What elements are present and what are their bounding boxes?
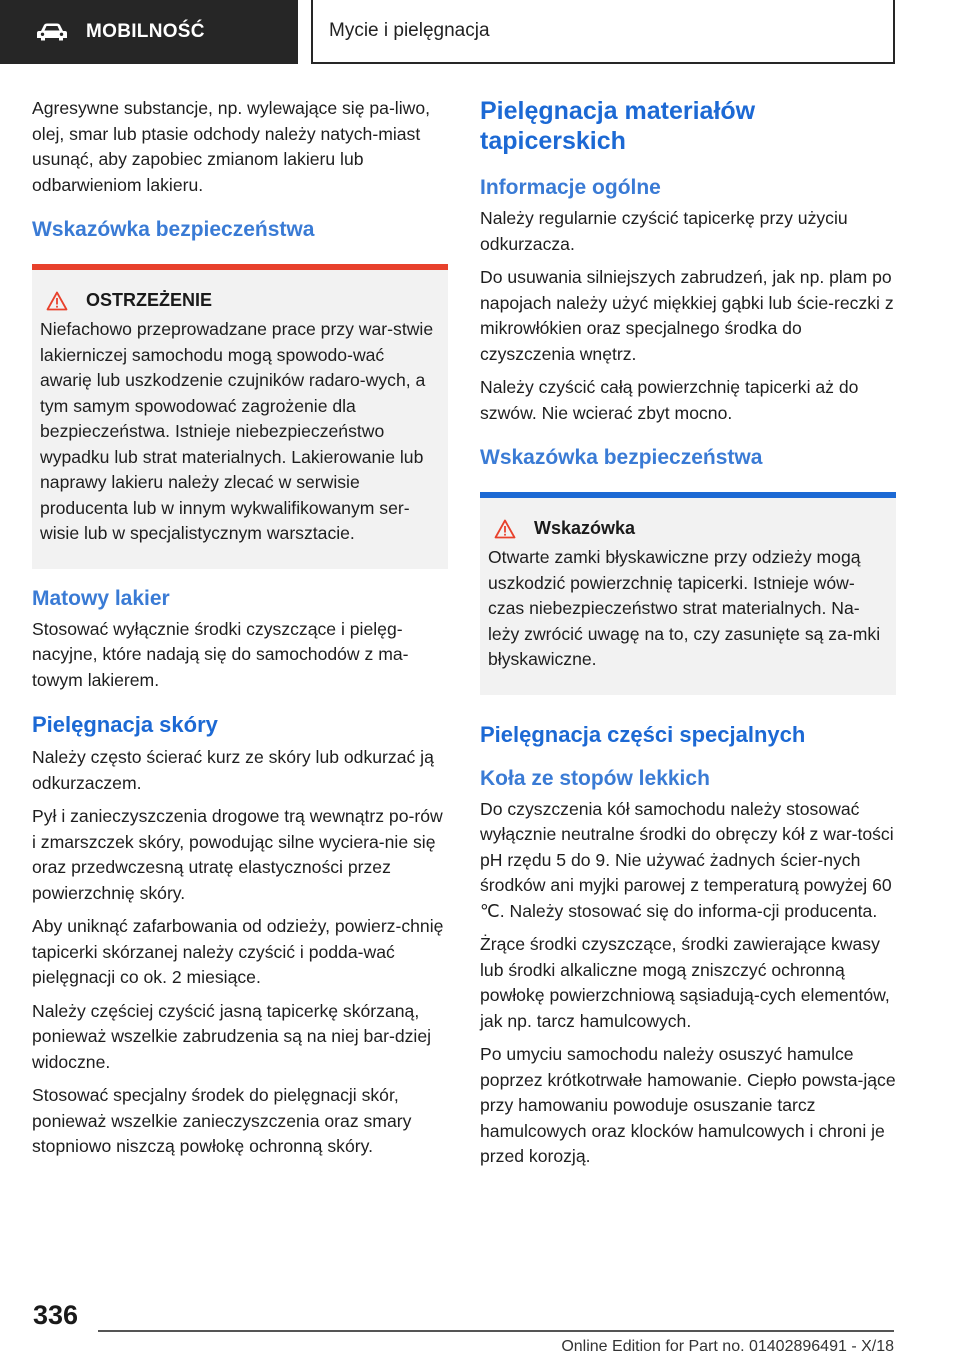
wheels-heading: Koła ze stopów lekkich — [480, 766, 710, 790]
warning-triangle-icon — [494, 519, 516, 539]
upholstery-heading: Pielęgnacja materiałów tapicerskich — [480, 97, 756, 155]
car-icon — [36, 22, 68, 42]
safety-heading-left: Wskazówka bezpieczeństwa — [32, 218, 315, 241]
intro-paragraph: Agresywne substancje, np. wylewające się pa-liwo, olej, smar lub ptasie odchody należy natych-miast usunąć, aby zapobiec zmianom lakieru lub odbarwieniom lakieru. — [32, 98, 431, 195]
wheels-paragraph-1: Do czyszczenia kół samochodu należy stosować wyłącznie neutralne środki do obręczy kół z war-tości pH rzędu 5 do 9. Nie używać żadnych ścier-nych środków ani myjki parowej z temperaturą powyżej 60 ℃. Należy stosować się do informa-cji producenta. — [480, 798, 894, 921]
wheels-paragraph-2: Żrące środki czyszczące, środki zawierające kwasy lub środki alkaliczne mogą zniszczyć ochronną powłokę powierzchniową sąsiadują-cych elementów, jak np. tarcz hamulcowych. — [480, 934, 890, 1031]
safety-heading-right: Wskazówka bezpieczeństwa — [480, 446, 763, 469]
wheels-paragraph-3: Po umyciu samochodu należy osuszyć hamulce poprzez krótkotrwałe hamowanie. Ciepło powsta-jące przy hamowaniu powoduje osuszanie tarcz hamulcowych oraz klocków hamulcowych i chroni je przed korozją. — [480, 1044, 896, 1166]
note-label: Wskazówka — [534, 518, 636, 538]
leather-paragraph-1: Należy często ścierać kurz ze skóry lub odkurzać ją odkurzaczem. — [32, 747, 434, 793]
leather-paragraph-2: Pył i zanieczyszczenia drogowe trą wewnątrz po-rów i zmarszczek skóry, powodując silne wyciera-nie się oraz przedwczesną utratę elastyczności przez powierzchnię skóry. — [32, 806, 443, 903]
leather-paragraph-4: Należy częściej czyścić jasną tapicerkę skórzaną, ponieważ wszelkie zabrudzenia są na niej bar-dziej widoczne. — [32, 1000, 432, 1072]
general-paragraph-1: Należy regularnie czyścić tapicerkę przy użyciu odkurzacza. — [480, 208, 848, 254]
warning-title — [40, 290, 440, 311]
note-box — [480, 492, 896, 695]
leather-heading: Pielęgnacja skóry — [32, 712, 218, 737]
edition-info: Online Edition for Part no. 01402896491 - X/18 — [561, 1338, 894, 1355]
right-column — [480, 96, 896, 1178]
matte-heading: Matowy lakier — [32, 586, 170, 610]
special-parts-heading: Pielęgnacja części specjalnych — [480, 721, 806, 747]
warning-box — [32, 264, 448, 569]
chapter-title: Mycie i pielęgnacja — [311, 0, 895, 64]
warning-triangle-icon — [46, 291, 68, 311]
section-tab — [0, 0, 298, 64]
left-column — [32, 96, 448, 1168]
general-info-heading: Informacje ogólne — [480, 176, 661, 199]
page-footer — [0, 1290, 960, 1362]
note-title — [488, 518, 888, 539]
leather-paragraph-3: Aby uniknąć zafarbowania od odzieży, powierz-chnię tapicerki skórzanej należy czyścić i podda-wać pielęgnacji co ok. 2 miesiące. — [32, 916, 444, 987]
warning-text: Niefachowo przeprowadzane prace przy war-stwie lakierniczej samochodu mogą spowodo-wać awarię lub uszkodzenie czujników radaro-wych, a tym samym spowodować zagrożenie dla bezpieczeństwa. Istnieje niebezpieczeństwo wypadku lub strat materialnych. Lakierowanie lub naprawy lakieru należy zlecać w serwisie producenta lub w innym wykwalifikowanym ser-wisie lub w specjalistycznym warsztacie. — [40, 319, 434, 543]
note-text: Otwarte zamki błyskawiczne przy odzieży mogą uszkodzić powierzchnię tapicerki. Istnieje wów-czas niebezpieczeństwo strat materialnych. Na-leży zwrócić uwagę na to, czy zasunięte są za-mki błyskawiczne. — [488, 547, 881, 669]
leather-paragraph-5: Stosować specjalny środek do pielęgnacji skór, ponieważ wszelkie zanieczyszczenia oraz smary stopniowo niszczą powłokę ochronną skóry. — [32, 1085, 412, 1156]
footer-divider — [98, 1330, 894, 1332]
general-paragraph-3: Należy czyścić całą powierzchnię tapicerki aż do szwów. Nie wcierać zbyt mocno. — [480, 377, 859, 423]
page-header — [0, 0, 960, 66]
section-title: MOBILNOŚĆ — [86, 21, 205, 42]
general-paragraph-2: Do usuwania silniejszych zabrudzeń, jak np. plam po napojach należy użyć miękkiej gąbki lub ście-reczki z mikrowłókien oraz specjalnego środka do czyszczenia wnętrz. — [480, 267, 894, 364]
matte-paragraph: Stosować wyłącznie środki czyszczące i pielęg-nacyjne, które nadają się do samochodów z ma-towym lakierem. — [32, 618, 409, 690]
page-number: 336 — [33, 1300, 79, 1330]
warning-label: OSTRZEŻENIE — [86, 290, 213, 310]
